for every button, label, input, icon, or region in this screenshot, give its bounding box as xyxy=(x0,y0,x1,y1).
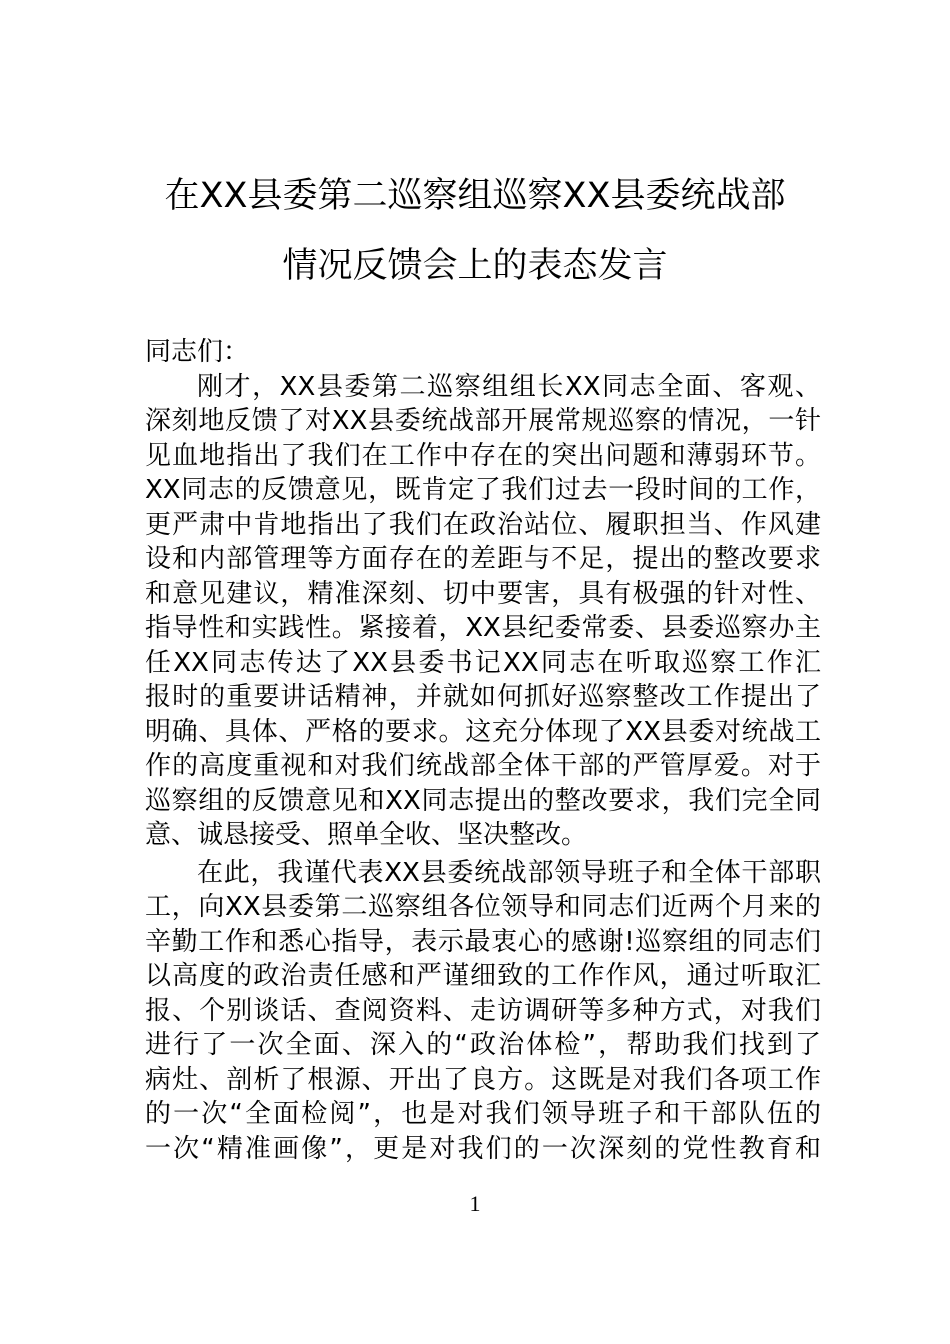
paragraph-line: 深刻地反馈了对XX县委统战部开展常规巡察的情况，一针 xyxy=(145,406,821,436)
paragraph-line: 和意见建议，精准深刻、切中要害，具有极强的针对性、 xyxy=(145,578,821,609)
paragraph-line: 辛勤工作和悉心指导，表示最衷心的感谢!巡察组的同志们 xyxy=(145,926,821,957)
paragraph-line: 见血地指出了我们在工作中存在的突出问题和薄弱环节。 xyxy=(145,440,821,471)
paragraph xyxy=(145,370,821,853)
paragraph-line: XX同志的反馈意见，既肯定了我们过去一段时间的工作， xyxy=(145,475,821,505)
paragraph-line: 进行了一次全面、深入的“政治体检”，帮助我们找到了 xyxy=(145,1030,821,1060)
paragraph-line: 报、个别谈话、查阅资料、走访调研等多种方式，对我们 xyxy=(145,995,821,1026)
paragraphs xyxy=(145,370,821,1167)
paragraph-line: 指导性和实践性。紧接着，XX县纪委常委、县委巡察办主 xyxy=(145,613,821,643)
paragraph-line: 的一次“全面检阅”，也是对我们领导班子和干部队伍的 xyxy=(145,1099,821,1129)
paragraph-line: 更严肃中肯地指出了我们在政治站位、履职担当、作风建 xyxy=(145,509,821,540)
paragraph-line: 在此，我谨代表XX县委统战部领导班子和全体干部职 xyxy=(197,857,821,888)
paragraph-line: 任XX同志传达了XX县委书记XX同志在听取巡察工作汇 xyxy=(145,647,821,678)
paragraph-line: 设和内部管理等方面存在的差距与不足，提出的整改要求 xyxy=(145,544,821,574)
document-title-line-1: 在XX县委第二巡察组巡察XX县委统战部 xyxy=(164,176,786,216)
paragraph-line: 作的高度重视和对我们统战部全体干部的严管厚爱。对于 xyxy=(145,751,821,781)
paragraph-line: 报时的重要讲话精神，并就如何抓好巡察整改工作提出了 xyxy=(145,682,821,712)
salutation: 同志们： xyxy=(145,337,250,367)
paragraph-line: 明确、具体、严格的要求。这充分体现了XX县委对统战工 xyxy=(145,716,821,747)
paragraph-line: 意、诚恳接受、照单全收、坚决整改。 xyxy=(145,820,588,850)
paragraph-line: 一次“精准画像”，更是对我们的一次深刻的党性教育和 xyxy=(145,1133,821,1164)
paragraph-line: 巡察组的反馈意见和XX同志提出的整改要求，我们完全同 xyxy=(145,785,821,816)
document-body xyxy=(145,335,821,1166)
paragraph-line: 病灶、剖析了根源、开出了良方。这既是对我们各项工作 xyxy=(145,1064,821,1095)
document-title-line-2: 情况反馈会上的表态发言 xyxy=(282,246,668,286)
paragraph-line: 刚才，XX县委第二巡察组组长XX同志全面、客观、 xyxy=(197,371,821,402)
paragraph xyxy=(145,856,821,1167)
page-number: 1 xyxy=(469,1191,481,1216)
paragraph-line: 以高度的政治责任感和严谨细致的工作作风，通过听取汇 xyxy=(145,961,821,991)
paragraph-line: 工，向XX县委第二巡察组各位领导和同志们近两个月来的 xyxy=(145,892,821,922)
